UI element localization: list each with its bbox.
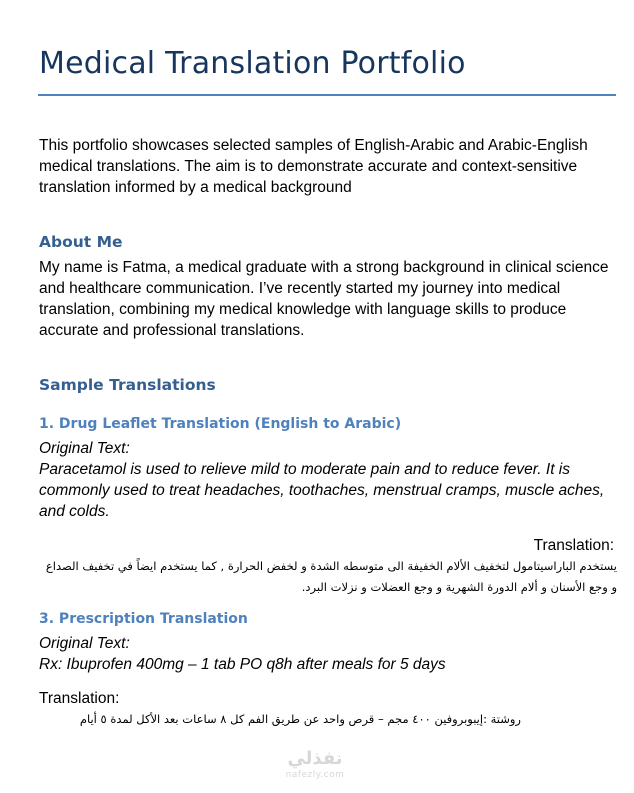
sample-3-original-text: Rx: Ibuprofen 400mg – 1 tab PO q8h after meals for 5 days	[39, 656, 446, 673]
about-paragraph: My name is Fatma, a medical graduate with a strong background in clinical science and healthcare communication. I’ve recently started my journey into medical translation, combining my medical knowledge with language skills to produce accurate and professional translations.	[39, 259, 609, 339]
title-divider	[38, 94, 616, 96]
sample-translations-heading: Sample Translations	[39, 376, 216, 394]
sample-3-translation-label: Translation:	[39, 690, 120, 707]
sample-3-original-label: Original Text:	[39, 635, 130, 652]
sample-1-original-label: Original Text:	[39, 440, 130, 457]
page-title: Medical Translation Portfolio	[39, 46, 466, 81]
sample-3-translation-text: روشتة :إيبوبروفين ٤٠٠ مجم – قرص واحد عن طريق الفم كل ٨ ساعات بعد الأكل لمدة ٥ أيام	[79, 712, 521, 726]
sample-1-heading: 1. Drug Leaflet Translation (English to Arabic)	[39, 416, 402, 432]
sample-1-translation-text: يستخدم الباراسيتامول لتخفيف الألام الخفيفة الى متوسطه الشدة و لخفض الحرارة , كما يستخدم ايضاً في تخفيف الصداع و وجع الأسنان و ألام الدورة الشهرية و وجع العضلات و نزلات البرد.	[45, 559, 617, 594]
sample-3-heading: 3. Prescription Translation	[39, 611, 248, 627]
watermark-logo-text: نفذلي	[287, 748, 343, 769]
sample-1-original-text: Paracetamol is used to relieve mild to moderate pain and to reduce fever. It is commonly used to treat headaches, toothaches, menstrual cramps, muscle aches, and colds.	[39, 461, 605, 520]
watermark	[270, 748, 360, 781]
intro-paragraph: This portfolio showcases selected samples of English-Arabic and Arabic-English medical translations. The aim is to demonstrate accurate and context-sensitive translation informed by a medical background	[39, 137, 588, 196]
watermark-url: nafezly.com	[285, 770, 345, 780]
sample-1-translation-label: Translation:	[533, 537, 614, 554]
about-heading: About Me	[39, 233, 123, 251]
